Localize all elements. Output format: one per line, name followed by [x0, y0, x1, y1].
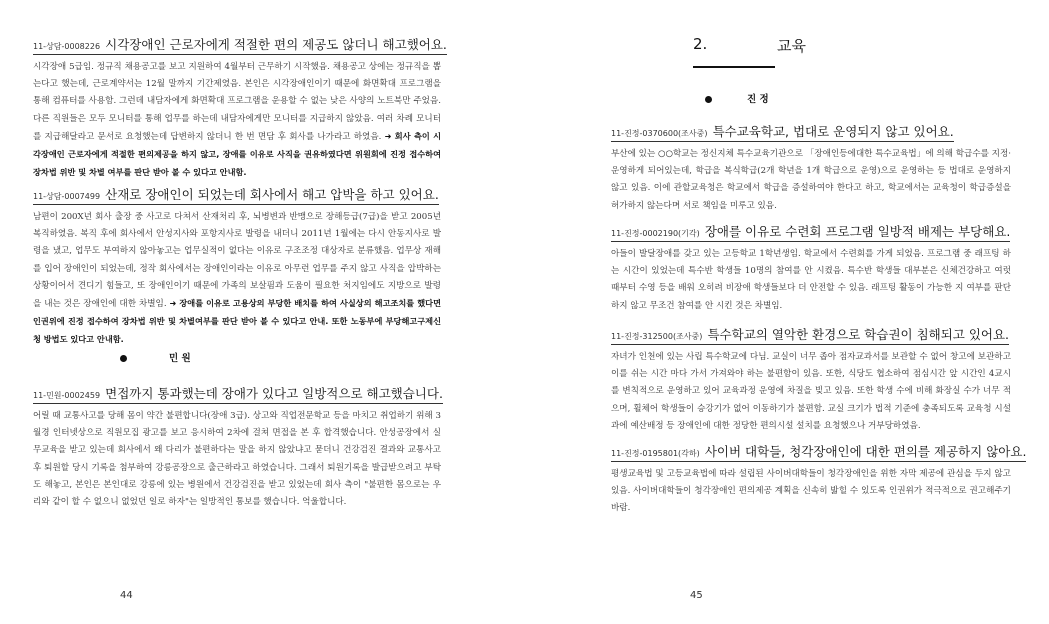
- case-title: 시각장애인 근로자에게 적절한 편의 제공도 않더니 해고했어요.: [105, 37, 447, 52]
- case-body-text: 남편이 200X년 회사 출장 중 사고로 다쳐서 산재처리 후, 뇌병변과 반맹으로 장해등급(7급)을 받고 2005년 복직하였음. 복직 후에 회사에서 안성지사와 포항지사로 발령을 내더니 2011년 1월에는 다시 안동지사로 발령을 냈고, 업무도 부여하지 않아놓고는 업무실적이 없다는 이유로 구조조정 대상자로 분류했음. 업무상 재해를 입어 장애인이 되었는데, 정작 회사에서는 장애인이라는 이유로 아무런 업무를 주지 않고 사직을 압박하는 상황이어서 견디기 힘들고, 또 장애인이기 때문에 가족의 보살핌과 도움이 필요한 처지임에도 지방으로 발령을 내는 것은 장애인에 대한 차별임.: [33, 212, 441, 310]
- case-heading: [33, 184, 439, 205]
- chapter-number: 2.: [693, 35, 708, 53]
- section-heading: [120, 350, 191, 364]
- case-heading: [611, 441, 1026, 462]
- case-code: 11-진정-0002190(기각): [611, 229, 700, 238]
- case-title: 면접까지 통과했는데 장애가 있다고 일방적으로 해고했습니다.: [105, 386, 443, 401]
- case-title: 산재로 장애인이 되었는데 회사에서 해고 압박을 하고 있어요.: [105, 187, 439, 202]
- section-label: 진 정: [747, 94, 769, 105]
- case-heading: [33, 383, 443, 404]
- case-body: [33, 209, 441, 350]
- case-code: 11-민원-0002459: [33, 391, 101, 400]
- bullet-icon: [120, 355, 127, 362]
- case-entry: [611, 441, 1027, 518]
- case-body: 부산에 있는 ○○학교는 정신지체 특수교육기관으로 「장애인등에대한 특수교육법」에 의해 학급수를 지정·운영하게 되어있는데, 학급을 복식학급(2개 학년을 1개 학급으로 운영)으로 운영하는 등 법대로 운영하지 않고 있음. 이에 관할교육청은 학교에서 학급을 증설하여야 한다고 하고, 학교에서는 교육청이 학급증설을 허가하지 않는다며 서로 책임을 미루고 있음.: [611, 149, 1011, 211]
- chapter-rule: [693, 66, 775, 68]
- chapter-title: 교육: [777, 37, 806, 55]
- case-entry: [611, 324, 1011, 435]
- case-heading: [611, 221, 1010, 242]
- case-title: 특수교육학교, 법대로 운영되지 않고 있어요.: [712, 124, 954, 139]
- case-code: 11-상담-0007499: [33, 192, 101, 201]
- case-guidance: ➜ 장애를 이유로 고용상의 부당한 배치를 하여 사실상의 해고조치를 했다면 인권위에 진정 접수하여 장차법 위반 및 차별여부를 판단 받아 볼 수 있다고 안내. 또한 노동부에 부당해고구제신청 방법도 있다고 안내함.: [33, 298, 441, 345]
- section-label: 민 원: [169, 353, 191, 364]
- right-page: [525, 0, 1049, 624]
- case-body: [33, 408, 441, 511]
- case-guidance: ➜ 회사 측이 시각장애인 근로자에게 적절한 편의제공을 하지 않고, 장애를 이유로 사직을 권유하였다면 위원회에 진정 접수하여 장차법 위반 및 차별 여부를 판단 받아 볼 수 있다고 안내함.: [33, 130, 441, 178]
- section-heading: [705, 91, 769, 105]
- case-heading: [611, 121, 954, 142]
- case-body: 자녀가 인천에 있는 사립 특수학교에 다님. 교실이 너무 좁아 점자교과서를 보관할 수 없어 창고에 보관하고 이를 쉬는 시간 마다 가서 가져와야 하는 불편함이 있음. 또한, 식당도 협소하여 점심시간 앞 시간인 4교시를 변칙적으로 운영하고 있어 교육과정 운영에 차질을 빚고 있음. 또한 학생 수에 비해 화장실 수가 너무 적으며, 휠체어 학생들이 승강기가 없어 이동하기가 불편함. 교실 크기가 법적 기준에 충족되도록 교육청 시설과에 예산배정 등 장애인에 대한 정당한 편의시설 설치를 요청했으나 거부당하였음.: [611, 352, 1011, 431]
- case-code: 11-진정-0370600(조사중): [611, 129, 708, 138]
- case-entry: [33, 34, 447, 182]
- case-heading: [33, 34, 447, 55]
- case-heading: [611, 324, 1009, 345]
- case-code: 11-진정-312500(조사중): [611, 332, 703, 341]
- case-title: 장애를 이유로 수련회 프로그램 일방적 배제는 부당해요.: [704, 224, 1011, 239]
- left-page: [0, 0, 524, 624]
- case-entry: [33, 184, 441, 350]
- case-entry: [611, 121, 1011, 215]
- case-body: 평생교육법 및 고등교육법에 따라 설립된 사이버대학들이 청각장애인을 위한 자막 제공에 관심을 두지 않고 있음. 사이버대학들이 청각장애인 편의제공 계획을 신속히 밟힐 수 있도록 인권위가 적극적으로 권고해주기 바람.: [611, 469, 1011, 514]
- case-body: [33, 59, 441, 182]
- case-code: 11-진정-0195801(각하): [611, 449, 700, 458]
- case-body-text: 시각장애 5급임. 정규직 채용공고를 보고 지원하여 4월부터 근무하기 시작했음. 채용공고 상에는 정규직을 뽑는다고 했는데, 근로계약서는 12월 말까지 기간제였음. 본인은 시각장애인이기 때문에 화면확대 프로그램을 통해 컴퓨터를 사용함. 그런데 내담자에게 화면확대 프로그램을 운용할 수 없는 낮은 사양의 노트북만 주었음. 다른 직원들은 모두 모니터를 통해 업무를 하는데 내담자에게만 모니터를 지급하지 않았음. 여러 차례 모니터를 지급해달라고 문서로 요청했는데 답변하지 않더니 한 번 면담 후 회사를 나가라고 하였음.: [33, 62, 441, 142]
- case-entry: [611, 221, 1011, 315]
- page-number: 44: [120, 590, 133, 601]
- case-body-text: 어릴 때 교통사고를 당해 몸이 약간 불편합니다(장애 3급). 상고와 직업전문학교 등을 마치고 취업하기 위해 3월경 인터넷상으로 직원모집 광고를 보고 응시하여 2차에 걸쳐 면접을 본 후 합격했습니다. 안성공장에서 실무교육을 받고 있는데 회사에서 왜 다리가 불편하다는 말을 하지 않았냐고 묻더니 건강검진 결과와 교통사고 후 퇴원할 당시 기록을 첨부하여 강릉공장으로 출근하라고 하였습니다. 그래서 퇴원기록을 발급받으려고 부탁도 해놓고, 본인은 본인대로 강릉에 있는 병원에서 건강검진을 받고 있었는데 회사 측이 "불편한 몸으로는 우리와 같이 할 수 없으니 없었던 일로 하자"는 일방적인 통보를 했습니다. 억울합니다.: [33, 411, 441, 508]
- case-title: 사이버 대학들, 청각장애인에 대한 편의를 제공하지 않아요.: [704, 444, 1027, 459]
- case-code: 11-상담-0008226: [33, 42, 101, 51]
- bullet-icon: [705, 96, 712, 103]
- case-title: 특수학교의 열악한 환경으로 학습권이 침해되고 있어요.: [707, 327, 1010, 342]
- case-entry: [33, 383, 441, 511]
- case-body: 아들이 발달장애를 갖고 있는 고등학교 1학년생임. 학교에서 수련회를 가게 되었음. 프로그램 중 래프팅 하는 시간이 있었는데 특수반 학생들 10명의 참여를 안 시켰음. 특수반 학생들 대부분은 신체건강하고 여럿 때부터 수영 등을 배워 오히려 비장애 학생들보다 더 안전할 수 있음. 래프팅 활동이 가능한 지 여부를 판단하지 않고 무조건 참여를 안 시킨 것은 차별임.: [611, 249, 1011, 311]
- page-number: 45: [690, 590, 703, 601]
